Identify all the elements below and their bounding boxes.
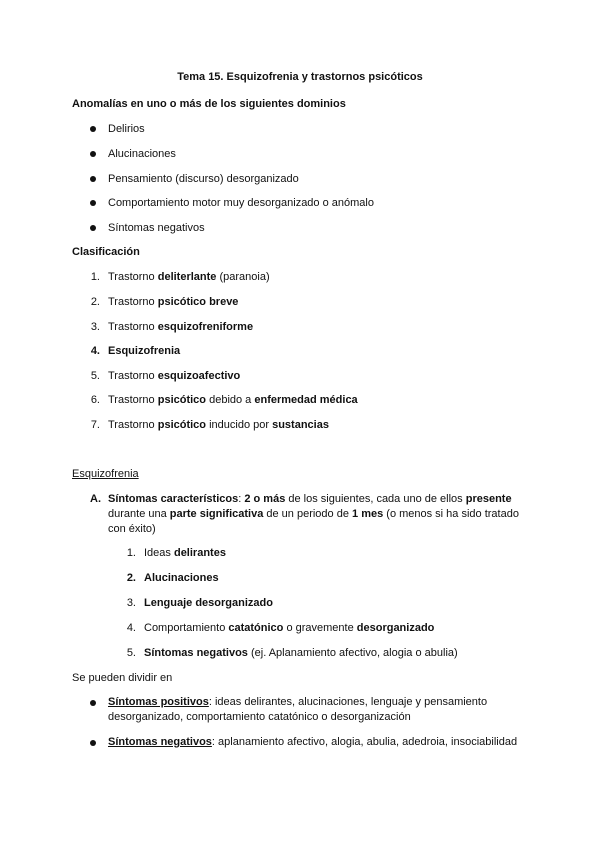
list-item: Esquizofrenia bbox=[108, 345, 181, 357]
criterion-a-line: con éxito) bbox=[108, 523, 156, 535]
list-number: 6. bbox=[90, 394, 100, 406]
dividir-text: Se pueden dividir en bbox=[72, 672, 173, 684]
list-number: 2. bbox=[90, 296, 100, 308]
list-number: 3. bbox=[90, 321, 100, 333]
anomalias-heading: Anomalías en uno o más de los siguientes dominios bbox=[72, 98, 346, 110]
anomalias-item: Síntomas negativos bbox=[108, 222, 205, 234]
list-number: 3. bbox=[126, 597, 136, 609]
list-item: Comportamiento catatónico o gravemente desorganizado bbox=[144, 622, 435, 634]
list-item: Trastorno psicótico inducido por sustancias bbox=[108, 419, 329, 431]
list-item: Ideas delirantes bbox=[144, 547, 226, 559]
list-item: Lenguaje desorganizado bbox=[144, 597, 273, 609]
criterion-a-line: Síntomas característicos: 2 o más de los siguientes, cada uno de ellos presente bbox=[108, 493, 512, 505]
clasificacion-heading: Clasificación bbox=[72, 246, 140, 258]
negativos-line: Síntomas negativos: aplanamiento afectivo, alogia, abulia, adedroia, insociabilidad bbox=[108, 736, 518, 748]
bullet-icon bbox=[90, 176, 96, 182]
anomalias-item: Delirios bbox=[108, 123, 145, 135]
list-number: 2. bbox=[126, 572, 136, 584]
page-title: Tema 15. Esquizofrenia y trastornos psicóticos bbox=[177, 71, 423, 83]
positivos-line: desorganizado, comportamiento catatónico o desorganización bbox=[108, 711, 411, 723]
list-number: 1. bbox=[90, 271, 100, 283]
list-item: Trastorno psicótico debido a enfermedad médica bbox=[108, 394, 358, 406]
list-item: Trastorno deliterlante (paranoia) bbox=[108, 271, 270, 283]
list-item: Trastorno esquizoafectivo bbox=[108, 370, 241, 382]
list-number: 4. bbox=[126, 622, 136, 634]
anomalias-item: Comportamiento motor muy desorganizado o anómalo bbox=[108, 197, 374, 209]
esquizofrenia-heading: Esquizofrenia bbox=[72, 468, 139, 480]
bullet-icon bbox=[90, 126, 96, 132]
list-item: Trastorno psicótico breve bbox=[108, 296, 239, 308]
positivos-line: Síntomas positivos: ideas delirantes, alucinaciones, lenguaje y pensamiento bbox=[108, 696, 488, 708]
bullet-icon bbox=[90, 740, 96, 746]
bullet-icon bbox=[90, 700, 96, 706]
criterion-letter: A. bbox=[90, 493, 101, 505]
anomalias-item: Pensamiento (discurso) desorganizado bbox=[108, 173, 299, 185]
criterion-a-line: durante una parte significativa de un periodo de 1 mes (o menos si ha sido tratado bbox=[108, 508, 519, 520]
list-number: 7. bbox=[90, 419, 100, 431]
list-number: 4. bbox=[90, 345, 100, 357]
list-item: Alucinaciones bbox=[144, 572, 219, 584]
bullet-icon bbox=[90, 200, 96, 206]
anomalias-item: Alucinaciones bbox=[108, 148, 176, 160]
list-number: 5. bbox=[126, 647, 136, 659]
bullet-icon bbox=[90, 151, 96, 157]
list-item: Trastorno esquizofreniforme bbox=[108, 321, 254, 333]
list-number: 5. bbox=[90, 370, 100, 382]
bullet-icon bbox=[90, 225, 96, 231]
list-item: Síntomas negativos (ej. Aplanamiento afectivo, alogia o abulia) bbox=[144, 647, 458, 659]
list-number: 1. bbox=[126, 547, 136, 559]
